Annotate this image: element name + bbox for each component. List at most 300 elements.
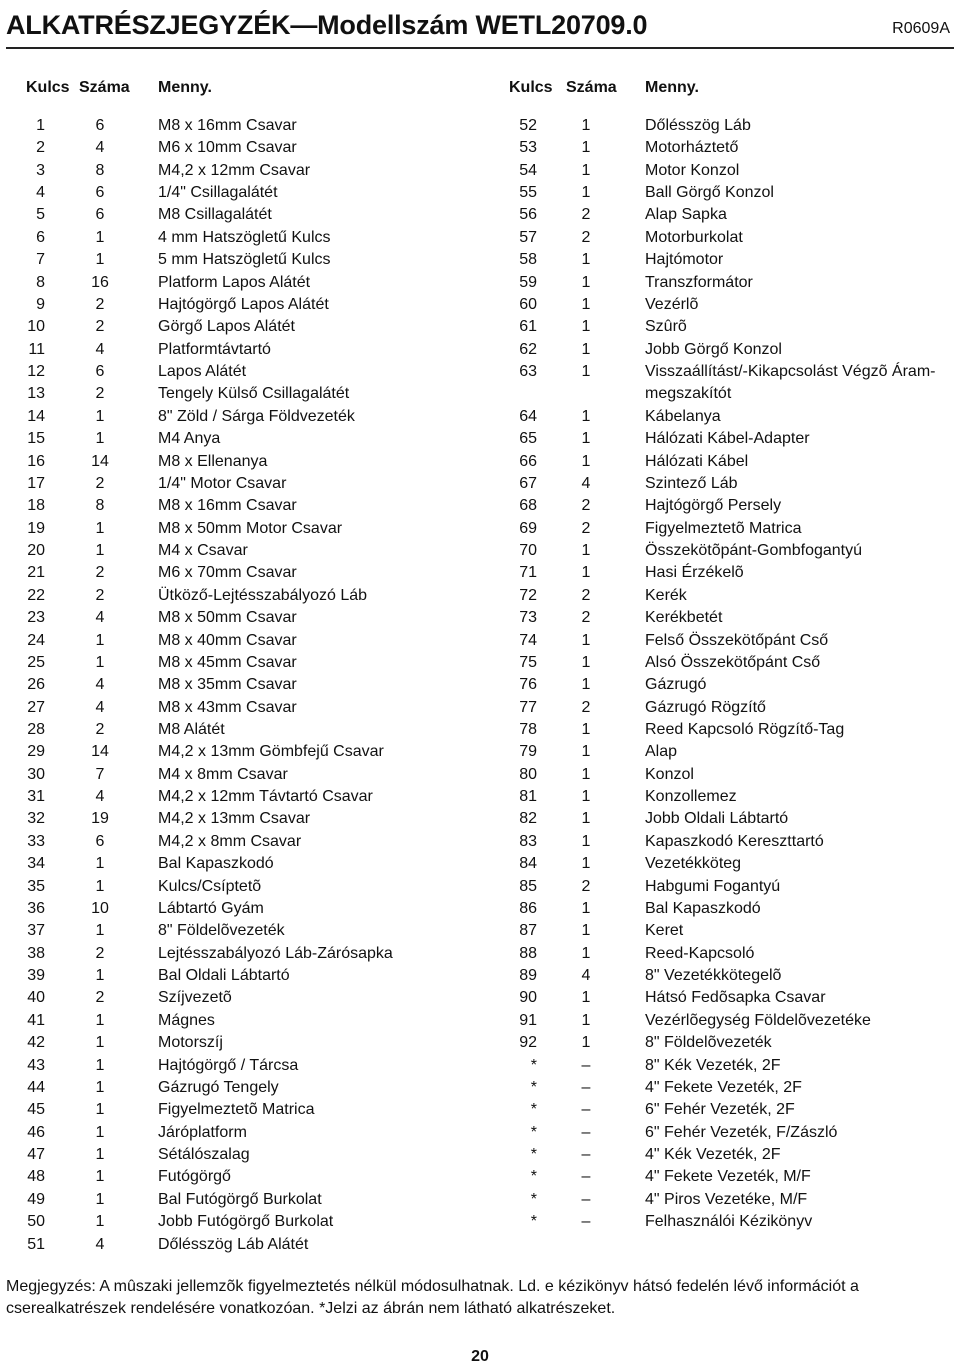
- part-description: M8 x 40mm Csavar: [158, 631, 297, 649]
- part-key: 92: [519, 1034, 537, 1052]
- part-quantity: 6: [95, 832, 105, 850]
- part-description: Sétálószalag: [158, 1146, 250, 1164]
- part-quantity: –: [581, 1213, 591, 1231]
- part-quantity: 1: [95, 877, 105, 895]
- part-quantity: 8: [95, 497, 105, 515]
- part-quantity: 7: [95, 765, 105, 783]
- part-description: M4,2 x 13mm Gömbfejű Csavar: [158, 743, 384, 761]
- part-description: Összekötõpánt-Gombfogantyú: [645, 542, 863, 560]
- right-desc-header: Menny.: [645, 79, 699, 96]
- part-key: 6: [36, 228, 45, 246]
- part-key: 15: [27, 430, 45, 448]
- part-key: 28: [27, 720, 45, 738]
- part-quantity: [571, 383, 601, 405]
- part-description: Kerék: [645, 586, 687, 604]
- part-key: 51: [27, 1235, 45, 1253]
- part-quantity: 1: [581, 788, 591, 806]
- part-description: Szintező Láb: [645, 474, 738, 492]
- part-key: 53: [519, 139, 537, 157]
- part-key: [497, 383, 537, 405]
- part-quantity: 1: [581, 251, 591, 269]
- part-description: Vezetékköteg: [645, 855, 742, 873]
- part-description: Motorszíj: [158, 1034, 223, 1052]
- part-quantity: 1: [581, 832, 591, 850]
- part-description: M8 x 50mm Motor Csavar: [158, 519, 343, 537]
- part-description: Platformtávtartó: [158, 340, 271, 358]
- part-quantity: 1: [581, 743, 591, 761]
- part-quantity: 1: [95, 653, 105, 671]
- part-key: 24: [27, 631, 45, 649]
- part-key: 62: [519, 340, 537, 358]
- part-description: Járóplatform: [158, 1123, 247, 1141]
- part-quantity: 6: [95, 363, 105, 381]
- part-quantity: 16: [91, 273, 109, 291]
- part-description: Bal Kapaszkodó: [645, 899, 761, 917]
- part-description: Figyelmeztetõ Matrica: [158, 1101, 315, 1119]
- part-key: 16: [27, 452, 45, 470]
- part-quantity: 1: [581, 117, 591, 134]
- part-key: 68: [519, 497, 537, 515]
- part-key: 21: [27, 564, 45, 582]
- part-description: Vezérlõegység Földelõvezetéke: [645, 1011, 871, 1029]
- part-quantity: 6: [95, 206, 105, 224]
- part-key: 73: [519, 609, 537, 627]
- part-description: Felhasználói Kézikönyv: [645, 1213, 813, 1231]
- part-description: Motorháztető: [645, 139, 739, 157]
- part-quantity: 2: [581, 206, 591, 224]
- part-key: 50: [27, 1213, 45, 1231]
- part-description: M8 x 50mm Csavar: [158, 609, 297, 627]
- part-key: 29: [27, 743, 45, 761]
- part-description: M6 x 10mm Csavar: [158, 139, 297, 157]
- footnote: Megjegyzés: A mûszaki jellemzõk figyelmeztetés nélkül módosulhatnak. Ld. e kézikönyv hátsó fedelén lévő információt a cserealkatrészek rendelésére vonatkozóan. *Jelzi az ábrán nem látható alkatrészeket.: [6, 1278, 859, 1317]
- part-quantity: 2: [95, 318, 105, 336]
- part-key: 34: [27, 855, 45, 873]
- part-description: Habgumi Fogantyú: [645, 877, 781, 895]
- part-description: M8 x 16mm Csavar: [158, 117, 297, 134]
- part-description: Alap: [645, 743, 678, 761]
- part-description: 1/4" Csillagalátét: [158, 184, 278, 202]
- part-key: 10: [27, 318, 45, 336]
- part-quantity: 1: [581, 631, 591, 649]
- part-key: *: [530, 1078, 537, 1096]
- part-quantity: 2: [581, 586, 591, 604]
- part-key: 67: [519, 474, 537, 492]
- part-quantity: 1: [95, 631, 105, 649]
- part-quantity: 1: [581, 720, 591, 738]
- part-description: Hajtómotor: [645, 251, 724, 269]
- part-quantity: –: [581, 1056, 591, 1074]
- part-key: 60: [519, 295, 537, 313]
- part-description: M4 x Csavar: [158, 542, 248, 560]
- part-key: 55: [519, 184, 537, 202]
- part-quantity: 2: [95, 385, 105, 403]
- part-key: 74: [519, 631, 537, 649]
- part-key: 85: [519, 877, 537, 895]
- part-key: *: [530, 1168, 537, 1186]
- part-key: *: [530, 1056, 537, 1074]
- part-quantity: 1: [581, 452, 591, 470]
- part-description: Konzol: [645, 765, 694, 783]
- part-description: Ütköző-Lejtésszabályozó Láb: [158, 586, 368, 604]
- part-key: 41: [27, 1011, 45, 1029]
- part-key: 58: [519, 251, 537, 269]
- part-description: Jobb Futógörgő Burkolat: [158, 1213, 334, 1231]
- part-quantity: 1: [95, 1034, 105, 1052]
- part-description: Jobb Görgő Konzol: [645, 340, 782, 358]
- part-key: 1: [36, 117, 45, 134]
- part-description: 1/4" Motor Csavar: [158, 474, 287, 492]
- part-quantity: 4: [581, 474, 591, 492]
- part-description: Mágnes: [158, 1011, 215, 1029]
- part-quantity: 19: [91, 810, 109, 828]
- part-quantity: 1: [95, 967, 105, 985]
- part-description: M8 x 35mm Csavar: [158, 676, 297, 694]
- part-quantity: 2: [581, 609, 591, 627]
- part-key: 79: [519, 743, 537, 761]
- part-quantity: 1: [581, 363, 591, 381]
- part-quantity: 2: [581, 698, 591, 716]
- part-key: 72: [519, 586, 537, 604]
- part-key: 18: [27, 497, 45, 515]
- part-description: Kapaszkodó Kereszttartó: [645, 832, 824, 850]
- part-key: 8: [36, 273, 45, 291]
- part-description: 4" Fekete Vezeték, M/F: [645, 1168, 811, 1186]
- part-key: *: [530, 1123, 537, 1141]
- part-key: 54: [519, 161, 537, 179]
- part-quantity: 1: [95, 430, 105, 448]
- part-quantity: –: [581, 1101, 591, 1119]
- part-key: 76: [519, 676, 537, 694]
- part-quantity: 2: [95, 989, 105, 1007]
- part-quantity: 1: [581, 676, 591, 694]
- part-key: 89: [519, 967, 537, 985]
- part-description: Dőlésszög Láb Alátét: [158, 1235, 309, 1253]
- part-description: Gázrugó Rögzítő: [645, 698, 766, 716]
- part-description: megszakítót: [645, 385, 732, 403]
- part-key: 12: [27, 363, 45, 381]
- part-description: Transzformátor: [645, 273, 753, 291]
- part-description: 6" Fehér Vezeték, 2F: [645, 1101, 795, 1119]
- part-quantity: 4: [95, 139, 105, 157]
- part-description: Motor Konzol: [645, 161, 740, 179]
- part-quantity: 2: [95, 474, 105, 492]
- part-description: 4 mm Hatszögletű Kulcs: [158, 228, 331, 246]
- part-quantity: 1: [95, 1101, 105, 1119]
- part-quantity: 6: [95, 184, 105, 202]
- part-key: 38: [27, 944, 45, 962]
- part-key: 44: [27, 1078, 45, 1096]
- part-description: M8 Alátét: [158, 720, 225, 738]
- part-quantity: 1: [581, 653, 591, 671]
- part-quantity: 2: [95, 586, 105, 604]
- part-quantity: 1: [95, 1011, 105, 1029]
- part-description: M4,2 x 12mm Csavar: [158, 161, 311, 179]
- part-description: Dőlésszög Láb: [645, 117, 751, 134]
- part-key: 84: [519, 855, 537, 873]
- part-quantity: 4: [95, 676, 105, 694]
- part-description: Hajtógörgő Lapos Alátét: [158, 295, 329, 313]
- part-key: 27: [27, 698, 45, 716]
- part-description: Futógörgő: [158, 1168, 231, 1186]
- part-description: M6 x 70mm Csavar: [158, 564, 297, 582]
- part-description: Bal Futógörgő Burkolat: [158, 1190, 322, 1208]
- part-quantity: 2: [95, 944, 105, 962]
- part-description: Ball Görgő Konzol: [645, 184, 774, 202]
- part-description: Motorburkolat: [645, 228, 743, 246]
- part-description: Gázrugó Tengely: [158, 1078, 279, 1096]
- part-description: Lapos Alátét: [158, 363, 247, 381]
- part-description: M8 x 45mm Csavar: [158, 653, 297, 671]
- part-quantity: 1: [95, 1146, 105, 1164]
- part-key: 69: [519, 519, 537, 537]
- part-key: *: [530, 1101, 537, 1119]
- part-key: 20: [27, 542, 45, 560]
- part-key: 40: [27, 989, 45, 1007]
- part-description: Konzollemez: [645, 788, 737, 806]
- part-key: 17: [27, 474, 45, 492]
- part-key: 33: [27, 832, 45, 850]
- part-key: 9: [36, 295, 45, 313]
- part-key: 78: [519, 720, 537, 738]
- part-description: Reed Kapcsoló Rögzítő-Tag: [645, 720, 845, 738]
- part-quantity: 1: [95, 855, 105, 873]
- part-quantity: 1: [581, 318, 591, 336]
- part-quantity: 2: [95, 720, 105, 738]
- page-number: 20: [471, 1348, 489, 1365]
- part-quantity: 1: [95, 922, 105, 940]
- part-description: Szûrõ: [645, 318, 687, 336]
- part-quantity: 1: [95, 519, 105, 537]
- part-quantity: 1: [95, 1213, 105, 1231]
- part-quantity: 1: [581, 295, 591, 313]
- part-description: Reed-Kapcsoló: [645, 944, 755, 962]
- part-description: 6" Fehér Vezeték, F/Zászló: [645, 1123, 838, 1141]
- part-key: 13: [27, 385, 45, 403]
- part-key: 3: [36, 161, 45, 179]
- part-description: Vezérlõ: [645, 295, 699, 313]
- part-key: 71: [519, 564, 537, 582]
- part-key: *: [530, 1146, 537, 1164]
- part-key: 2: [36, 139, 45, 157]
- part-key: 61: [519, 318, 537, 336]
- part-description: 4" Fekete Vezeték, 2F: [645, 1078, 802, 1096]
- left-desc-header: Menny.: [158, 79, 212, 96]
- part-quantity: 2: [581, 228, 591, 246]
- part-description: Hátsó Fedõsapka Csavar: [645, 989, 826, 1007]
- part-description: Kábelanya: [645, 407, 721, 425]
- part-quantity: 1: [581, 139, 591, 157]
- part-quantity: 2: [95, 564, 105, 582]
- part-quantity: –: [581, 1146, 591, 1164]
- part-quantity: 4: [95, 788, 105, 806]
- part-key: 37: [27, 922, 45, 940]
- part-key: 59: [519, 273, 537, 291]
- part-quantity: 1: [581, 765, 591, 783]
- part-description: Hajtógörgő / Tárcsa: [158, 1056, 299, 1074]
- part-description: Görgő Lapos Alátét: [158, 318, 295, 336]
- part-quantity: 1: [581, 810, 591, 828]
- part-key: *: [530, 1213, 537, 1231]
- part-key: 7: [36, 251, 45, 269]
- part-key: 80: [519, 765, 537, 783]
- part-quantity: 1: [581, 430, 591, 448]
- part-key: 14: [27, 407, 45, 425]
- part-description: 8" Zöld / Sárga Földvezeték: [158, 407, 355, 425]
- part-key: 64: [519, 407, 537, 425]
- part-quantity: 1: [581, 922, 591, 940]
- part-quantity: 1: [95, 1168, 105, 1186]
- part-quantity: 4: [95, 340, 105, 358]
- part-quantity: 4: [95, 609, 105, 627]
- part-key: 86: [519, 899, 537, 917]
- part-description: M4,2 x 12mm Távtartó Csavar: [158, 788, 373, 806]
- part-key: 46: [27, 1123, 45, 1141]
- part-key: 87: [519, 922, 537, 940]
- part-description: Bal Kapaszkodó: [158, 855, 274, 873]
- part-quantity: 1: [95, 1123, 105, 1141]
- part-key: 35: [27, 877, 45, 895]
- part-quantity: 1: [95, 1078, 105, 1096]
- part-quantity: 1: [95, 1190, 105, 1208]
- part-quantity: –: [581, 1123, 591, 1141]
- part-description: 8" Földelõvezeték: [645, 1034, 772, 1052]
- part-description: M8 Csillagalátét: [158, 206, 272, 224]
- part-description: Hasi Érzékelõ: [645, 564, 744, 582]
- part-key: 82: [519, 810, 537, 828]
- part-description: M8 x Ellenanya: [158, 452, 268, 470]
- part-quantity: –: [581, 1168, 591, 1186]
- part-key: 5: [36, 206, 45, 224]
- part-key: 36: [27, 899, 45, 917]
- part-description: 4" Kék Vezeték, 2F: [645, 1146, 781, 1164]
- part-quantity: –: [581, 1078, 591, 1096]
- part-quantity: 1: [581, 944, 591, 962]
- part-quantity: 1: [581, 989, 591, 1007]
- part-key: 49: [27, 1190, 45, 1208]
- part-key: 75: [519, 653, 537, 671]
- part-quantity: 2: [581, 497, 591, 515]
- part-description: Szíjvezetõ: [158, 989, 232, 1007]
- page-header: [6, 0, 954, 49]
- part-quantity: 1: [95, 407, 105, 425]
- part-quantity: 4: [581, 967, 591, 985]
- part-description: Keret: [645, 922, 684, 940]
- part-quantity: 1: [581, 340, 591, 358]
- part-key: 88: [519, 944, 537, 962]
- part-key: 91: [519, 1011, 537, 1029]
- part-key: 45: [27, 1101, 45, 1119]
- part-description: M4 x 8mm Csavar: [158, 765, 288, 783]
- part-key: 11: [28, 340, 45, 358]
- part-description: Alsó Összekötőpánt Cső: [645, 653, 821, 671]
- part-key: 31: [27, 788, 45, 806]
- part-quantity: 2: [581, 519, 591, 537]
- part-quantity: 10: [91, 899, 109, 917]
- part-description: M4 Anya: [158, 430, 221, 448]
- part-description: M4,2 x 8mm Csavar: [158, 832, 302, 850]
- part-key: 23: [27, 609, 45, 627]
- part-description: Platform Lapos Alátét: [158, 273, 311, 291]
- part-key: *: [530, 1190, 537, 1208]
- part-key: 65: [519, 430, 537, 448]
- part-key: 19: [27, 519, 45, 537]
- part-key: 43: [27, 1056, 45, 1074]
- part-quantity: 8: [95, 161, 105, 179]
- part-quantity: 1: [95, 251, 105, 269]
- part-quantity: 1: [95, 1056, 105, 1074]
- part-quantity: 6: [95, 117, 105, 134]
- part-description: Jobb Oldali Lábtartó: [645, 810, 789, 828]
- left-qty-header: Száma: [79, 79, 130, 96]
- part-description: Figyelmeztetõ Matrica: [645, 519, 802, 537]
- part-quantity: 2: [581, 877, 591, 895]
- part-description: 8" Vezetékkötegelõ: [645, 967, 782, 985]
- page-title: ALKATRÉSZJEGYZÉK—Modellszám WETL20709.0: [6, 10, 648, 40]
- part-description: Kulcs/Csíptetõ: [158, 877, 262, 895]
- part-description: M8 x 43mm Csavar: [158, 698, 297, 716]
- part-description: Visszaállítást/-Kikapcsolást Végzõ Áram-: [645, 363, 936, 381]
- part-key: 52: [519, 117, 537, 134]
- part-quantity: 1: [95, 542, 105, 560]
- part-key: 32: [27, 810, 45, 828]
- part-quantity: 14: [91, 743, 109, 761]
- part-key: 81: [519, 788, 537, 806]
- part-description: M4,2 x 13mm Csavar: [158, 810, 311, 828]
- part-key: 77: [519, 698, 537, 716]
- part-key: 22: [27, 586, 45, 604]
- part-description: Tengely Külső Csillagalátét: [158, 385, 350, 403]
- part-quantity: 4: [95, 1235, 105, 1253]
- part-key: 42: [27, 1034, 45, 1052]
- part-quantity: 1: [581, 855, 591, 873]
- part-quantity: –: [581, 1190, 591, 1208]
- part-key: 26: [27, 676, 45, 694]
- part-quantity: 1: [581, 161, 591, 179]
- part-key: 25: [27, 653, 45, 671]
- left-key-header: Kulcs: [26, 79, 70, 96]
- part-quantity: 1: [95, 228, 105, 246]
- document-code: R0609A: [892, 20, 950, 37]
- part-quantity: 1: [581, 407, 591, 425]
- part-description: 4" Piros Vezetéke, M/F: [645, 1190, 808, 1208]
- part-quantity: 1: [581, 542, 591, 560]
- part-quantity: 1: [581, 899, 591, 917]
- part-key: 39: [27, 967, 45, 985]
- part-quantity: 1: [581, 1034, 591, 1052]
- part-key: 48: [27, 1168, 45, 1186]
- part-description: 5 mm Hatszögletű Kulcs: [158, 251, 331, 269]
- part-description: Felső Összekötőpánt Cső: [645, 631, 829, 649]
- part-description: Lábtartó Gyám: [158, 899, 264, 917]
- part-description: 8" Földelõvezeték: [158, 922, 285, 940]
- part-key: 4: [36, 184, 45, 202]
- part-description: Hajtógörgő Persely: [645, 497, 782, 515]
- part-description: Bal Oldali Lábtartó: [158, 967, 290, 985]
- part-description: Alap Sapka: [645, 206, 727, 224]
- part-key: 90: [519, 989, 537, 1007]
- part-description: Hálózati Kábel: [645, 452, 749, 470]
- part-description: 8" Kék Vezeték, 2F: [645, 1056, 781, 1074]
- part-key: 30: [27, 765, 45, 783]
- part-description: Gázrugó: [645, 676, 707, 694]
- part-quantity: 1: [581, 564, 591, 582]
- part-key: 70: [519, 542, 537, 560]
- part-quantity: 1: [581, 184, 591, 202]
- part-key: 63: [519, 363, 537, 381]
- part-description: M8 x 16mm Csavar: [158, 497, 297, 515]
- right-qty-header: Száma: [566, 79, 617, 96]
